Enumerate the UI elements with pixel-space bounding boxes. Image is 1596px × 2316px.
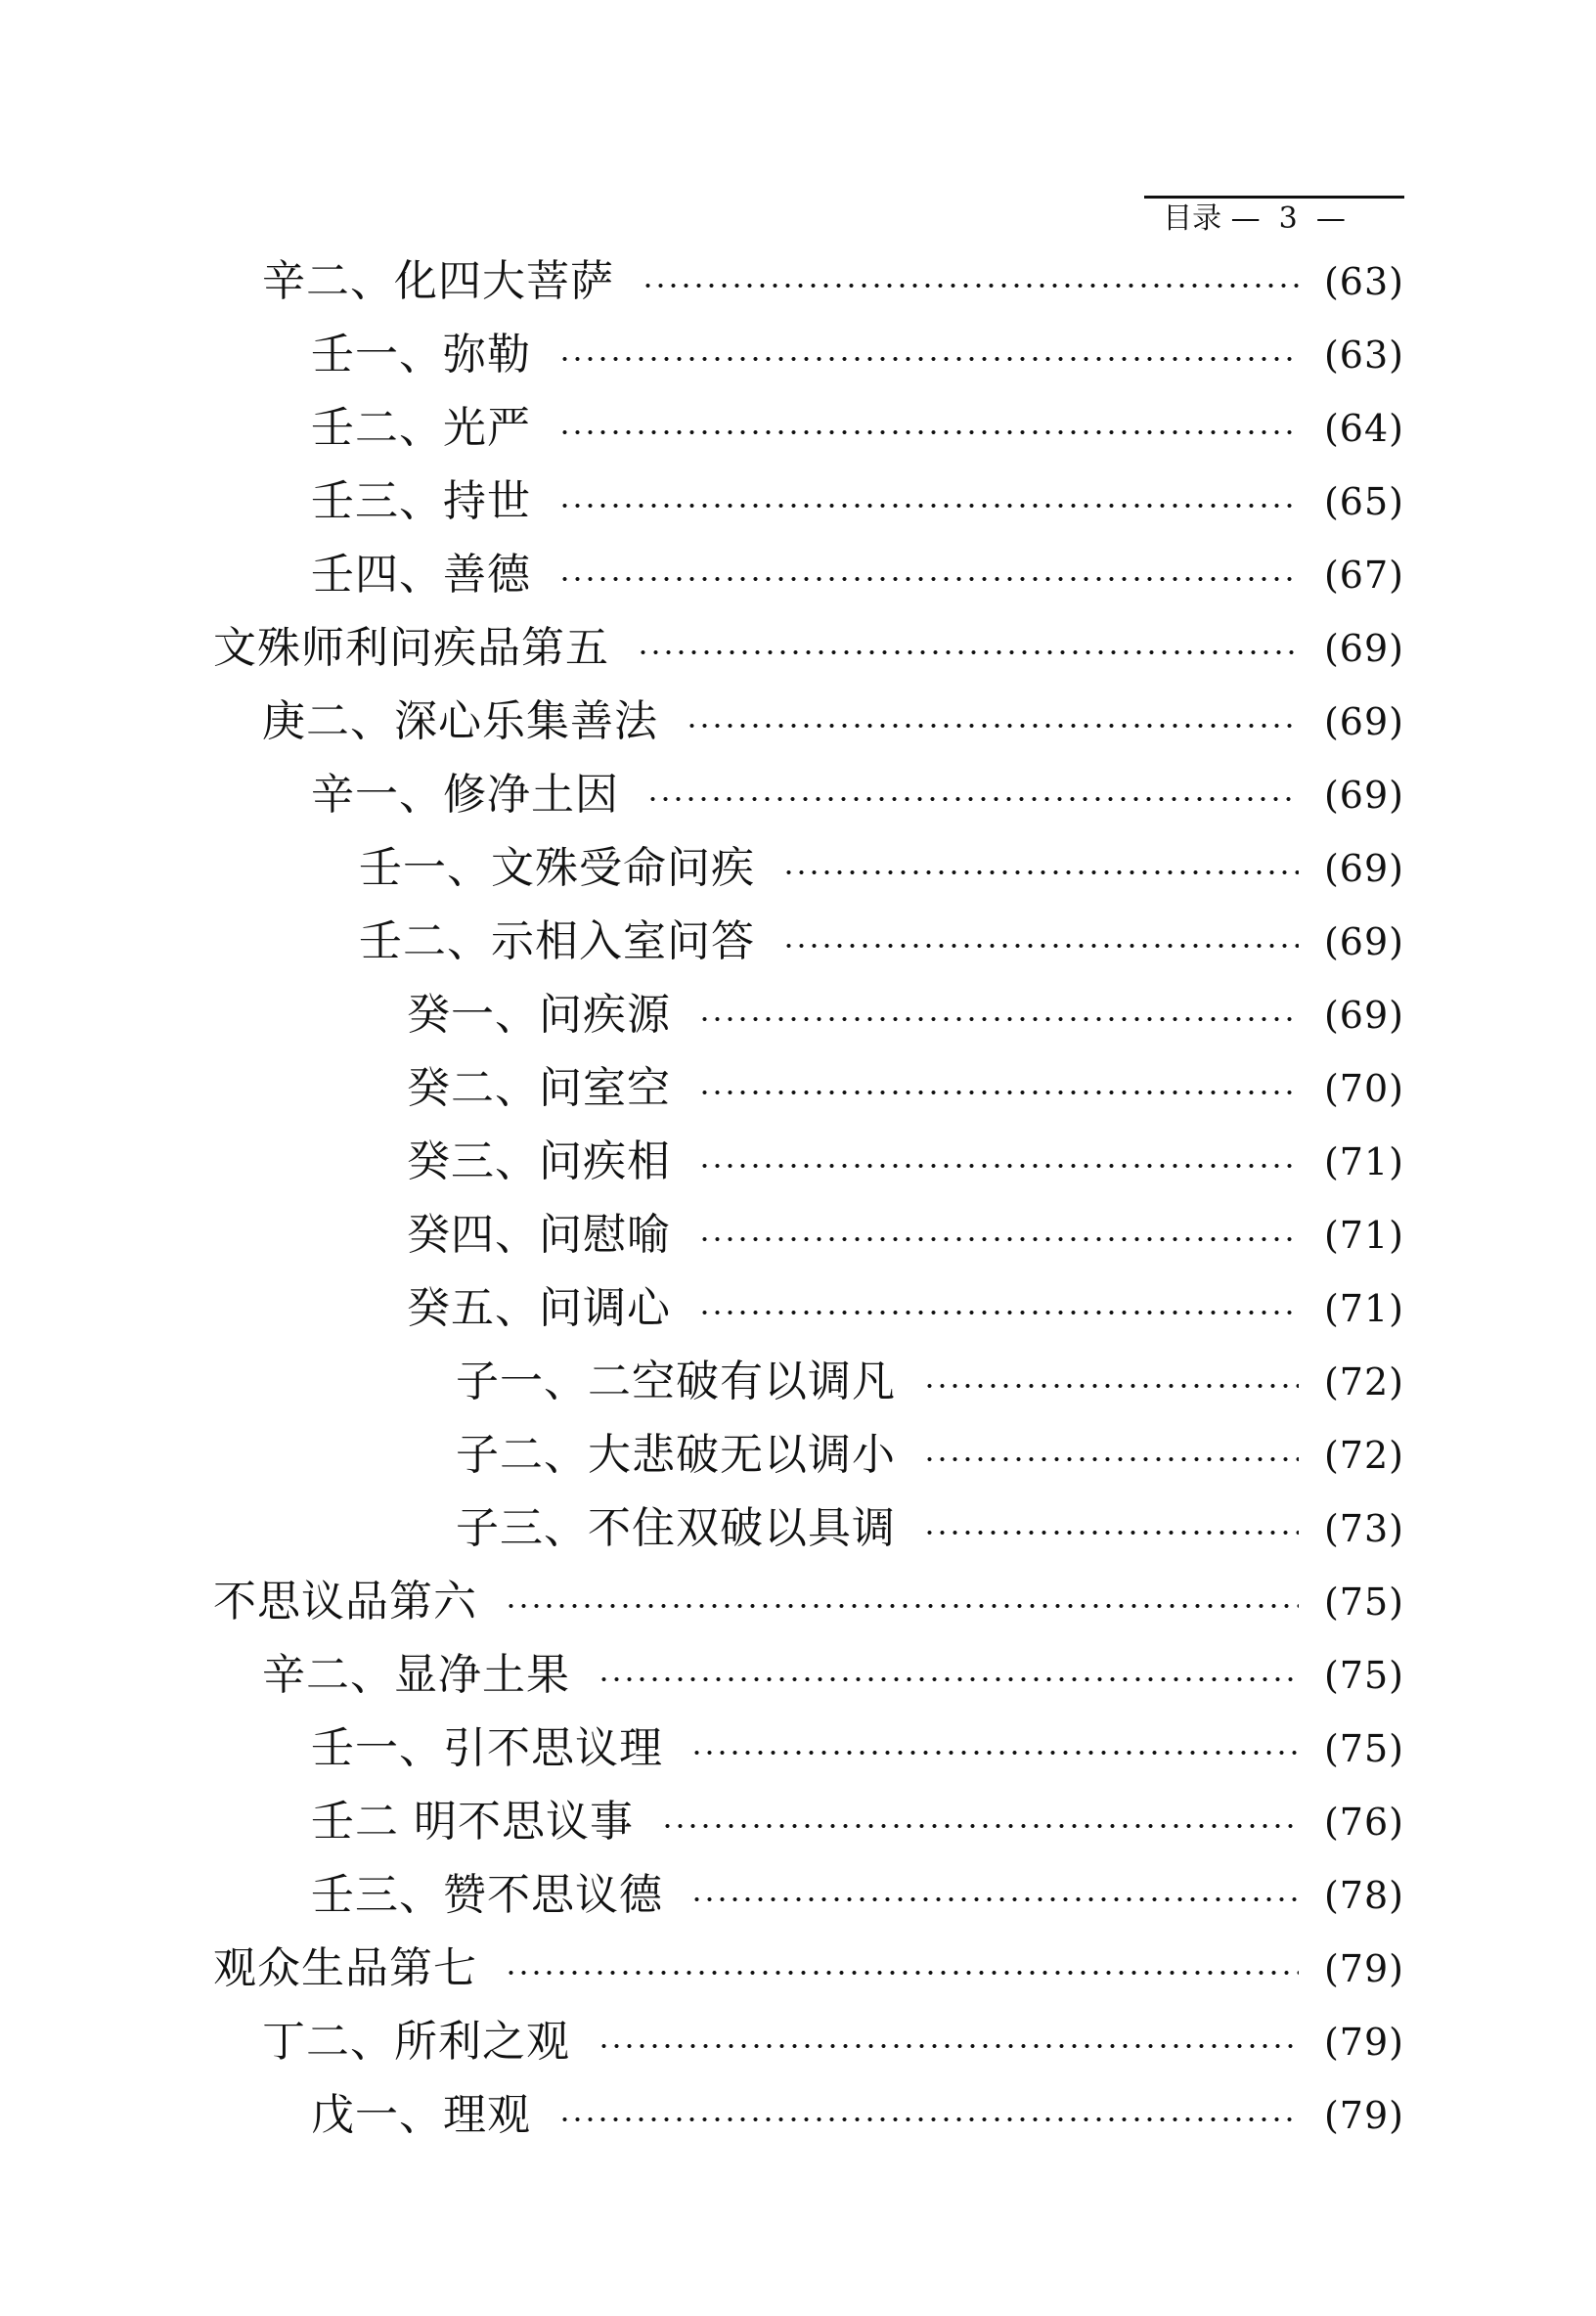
entry-title: 壬一、弥勒 [311,330,531,379]
entry-page-number: (79) [1323,1947,1404,1990]
toc-entry [456,1353,1404,1411]
dot-leader [698,1164,1299,1168]
dot-leader [558,577,1299,581]
entry-title: 子三、不住双破以具调 [456,1503,896,1553]
entry-title: 壬三、赞不思议德 [311,1870,663,1920]
entry-page-number: (64) [1323,407,1404,450]
dot-leader [690,1897,1299,1901]
dot-leader [698,1311,1299,1314]
dot-leader [690,1751,1299,1755]
entry-page-number: (71) [1323,1287,1404,1330]
entry-page-number: (70) [1323,1067,1404,1110]
entry-title: 子一、二空破有以调凡 [456,1357,896,1406]
toc-entry [311,2086,1404,2145]
toc-entry [262,692,1404,751]
dot-leader [646,797,1299,801]
entry-page-number: (69) [1323,847,1404,890]
entry-title: 庚二、深心乐集善法 [262,696,658,746]
entry-title: 癸二、问室空 [407,1063,671,1113]
entry-title: 壬一、引不思议理 [311,1723,663,1773]
entry-page-number: (73) [1323,1507,1404,1550]
entry-page-number: (65) [1323,480,1404,523]
entry-title: 辛二、显净土果 [262,1650,570,1700]
dot-leader [642,284,1299,288]
entry-page-number: (63) [1323,260,1404,303]
toc-entry [311,546,1404,604]
dot-leader [923,1457,1299,1461]
entry-page-number: (79) [1323,2021,1404,2064]
entry-page-number: (72) [1323,1360,1404,1403]
entry-page-number: (67) [1323,554,1404,597]
entry-title: 癸四、问慰喻 [407,1210,671,1260]
entry-title: 子二、大悲破无以调小 [456,1430,896,1480]
entry-page-number: (71) [1323,1140,1404,1183]
entry-page-number: (78) [1323,1874,1404,1917]
entry-page-number: (69) [1323,920,1404,963]
entry-page-number: (71) [1323,1214,1404,1257]
entry-title: 辛二、化四大菩萨 [262,256,614,306]
entry-title: 戊一、理观 [311,2090,531,2140]
toc-entry [407,1059,1404,1118]
entry-title: 文殊师利问疾品第五 [213,623,609,673]
toc-entry [311,1719,1404,1778]
dot-leader [923,1384,1299,1388]
entry-title: 癸五、问调心 [407,1283,671,1333]
dot-leader [923,1531,1299,1535]
dot-leader [505,1604,1299,1608]
toc-entry [311,1866,1404,1925]
toc-entry [311,326,1404,384]
entry-page-number: (69) [1323,627,1404,670]
dot-leader [782,944,1299,948]
toc-entry [213,619,1404,678]
dot-leader [661,1824,1299,1828]
toc-entry [407,1133,1404,1191]
toc-entry [262,252,1404,311]
entry-page-number: (69) [1323,700,1404,743]
entry-title: 壬二、光严 [311,403,531,453]
entry-title: 辛一、修净土因 [311,770,619,820]
toc-entry [407,986,1404,1045]
dot-leader [558,430,1299,434]
toc-entry [311,472,1404,531]
dot-leader [558,2117,1299,2121]
entry-page-number: (69) [1323,994,1404,1037]
entry-page-number: (72) [1323,1434,1404,1477]
entry-title: 壬四、善德 [311,550,531,600]
entry-title: 癸一、问疾源 [407,990,671,1040]
entry-title: 观众生品第七 [213,1943,477,1993]
entry-page-number: (76) [1323,1801,1404,1844]
header-text: 目录 — 3 — [1163,201,1346,236]
dot-leader [698,1091,1299,1094]
toc-entry [456,1426,1404,1485]
dot-leader [698,1017,1299,1021]
toc-entry [311,399,1404,458]
dot-leader [637,650,1299,654]
toc-entry [407,1206,1404,1265]
entry-title: 不思议品第六 [213,1577,477,1626]
toc-entry [407,1279,1404,1338]
entry-page-number: (69) [1323,774,1404,817]
toc-entry [359,839,1404,898]
dot-leader [598,1677,1299,1681]
dot-leader [698,1237,1299,1241]
toc-entry [213,1939,1404,1998]
entry-title: 壬三、持世 [311,476,531,526]
entry-page-number: (63) [1323,334,1404,377]
toc-entry [311,766,1404,824]
entry-page-number: (79) [1323,2094,1404,2137]
entry-title: 丁二、所利之观 [262,2017,570,2067]
entry-title: 壬二 明不思议事 [311,1797,634,1847]
toc-entry [262,1646,1404,1705]
toc-entry [262,2013,1404,2071]
entry-page-number: (75) [1323,1727,1404,1770]
dot-leader [598,2044,1299,2048]
entry-title: 壬一、文殊受命问疾 [359,843,755,893]
entry-title: 癸三、问疾相 [407,1136,671,1186]
toc-entry [456,1499,1404,1558]
dot-leader [558,357,1299,361]
dot-leader [686,724,1299,728]
dot-leader [782,870,1299,874]
entry-title: 壬二、示相入室问答 [359,916,755,966]
toc-entry [359,913,1404,971]
entry-page-number: (75) [1323,1581,1404,1624]
toc-entry [213,1573,1404,1631]
toc-entry [311,1793,1404,1851]
dot-leader [505,1971,1299,1975]
dot-leader [558,504,1299,508]
entry-page-number: (75) [1323,1654,1404,1697]
